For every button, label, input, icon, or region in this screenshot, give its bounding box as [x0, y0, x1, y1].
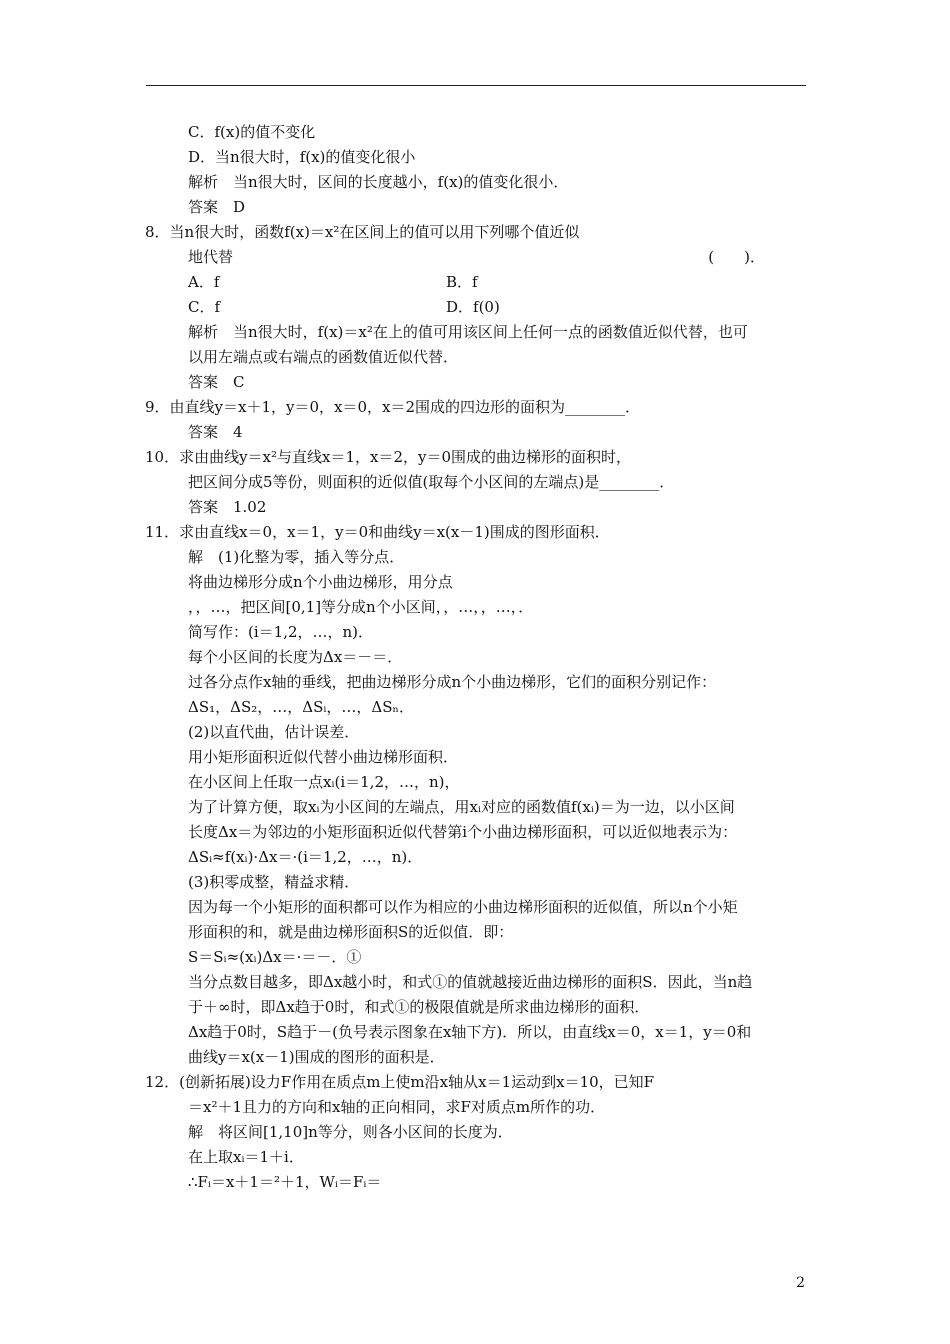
text-line: [145, 170, 810, 195]
line-text: Δx趋于0时，S趋于－(负号表示图象在x轴下方)．所以，由直线x＝0，x＝1，y＝0和: [188, 1023, 752, 1041]
option-left: A．f: [188, 273, 220, 291]
option-right: D．f(0): [446, 298, 500, 316]
option-right: B．f: [446, 273, 478, 291]
text-line: [145, 945, 810, 970]
text-line: [145, 870, 810, 895]
text-line: [145, 620, 810, 645]
line-text: ＝x²＋1且力的方向和x轴的正向相同，求F对质点m所作的功．: [188, 1098, 606, 1116]
text-line: [145, 695, 810, 720]
text-line: [145, 545, 810, 570]
line-text: 当分点数目越多，即Δx越小时，和式①的值就越接近曲边梯形的面积S．因此，当n趋: [188, 973, 753, 991]
option-left: C．f: [188, 298, 221, 316]
text-line: [145, 570, 810, 595]
page-number: 2: [796, 1275, 805, 1291]
text-line: [145, 1070, 810, 1095]
line-text: 8．当n很大时，函数f(x)＝x²在区间上的值可以用下列哪个值近似: [145, 223, 580, 241]
text-line: [145, 845, 810, 870]
line-text: 长度Δx＝为邻边的小矩形面积近似代替第i个小曲边梯形面积，可以近似地表示为：: [188, 823, 738, 841]
text-line: [145, 595, 810, 620]
text-line: [145, 345, 810, 370]
text-line: [145, 1020, 810, 1045]
options-line: [145, 270, 810, 295]
text-line: [145, 720, 810, 745]
line-text: 10．求由曲线y＝x²与直线x＝1，x＝2，y＝0围成的曲边梯形的面积时，: [145, 448, 632, 466]
line-text: 于＋∞时，即Δx趋于0时，和式①的极限值就是所求曲边梯形的面积．: [188, 998, 650, 1016]
text-line: [145, 245, 810, 270]
text-line: [145, 745, 810, 770]
line-text: 形面积的和，就是曲边梯形面积S的近似值．即：: [188, 923, 514, 941]
text-line: [145, 195, 810, 220]
line-text: ，，…，把区间[0,1]等分成n个小区间，，…，，…，．: [188, 598, 534, 616]
text-line: [145, 120, 810, 145]
text-line: [145, 670, 810, 695]
line-text: 过各分点作x轴的垂线，把曲边梯形分成n个小曲边梯形，它们的面积分别记作：: [188, 673, 717, 691]
text-line: [145, 395, 810, 420]
line-text: ΔS₁，ΔS₂，…，ΔSᵢ，…，ΔSₙ．: [188, 698, 414, 716]
answer-blank: ( )．: [708, 248, 765, 266]
line-text: ΔSᵢ≈f(xᵢ)·Δx＝·(i＝1,2，…，n)．: [188, 848, 423, 866]
text-line: [145, 995, 810, 1020]
document-body: [145, 120, 810, 1195]
text-line: [145, 145, 810, 170]
text-line: [145, 795, 810, 820]
text-line: [145, 420, 810, 445]
line-text: 答案 D: [188, 198, 246, 216]
line-text: 用小矩形面积近似代替小曲边梯形面积．: [188, 748, 459, 766]
text-line: [145, 495, 810, 520]
line-text: 解析 当n很大时，区间的长度越小，f(x)的值变化很小．: [188, 173, 569, 191]
line-text: (3)积零成整，精益求精．: [188, 873, 360, 891]
line-text: 答案 4: [188, 423, 243, 441]
line-text: 为了计算方便，取xᵢ为小区间的左端点，用xᵢ对应的函数值f(xᵢ)＝为一边，以小区间: [188, 798, 735, 816]
text-line: [145, 1145, 810, 1170]
text-line: [145, 220, 810, 245]
line-text: 曲线y＝x(x－1)围成的图形的面积是．: [188, 1048, 445, 1066]
line-text: ∴Fᵢ＝x＋1＝²＋1，Wᵢ＝Fᵢ＝: [188, 1173, 382, 1191]
line-text: 在小区间上任取一点xᵢ(i＝1,2，…，n)，: [188, 773, 460, 791]
text-line: [145, 470, 810, 495]
line-text: 答案 C: [188, 373, 245, 391]
text-line: [145, 1120, 810, 1145]
line-text: 把区间分成5等份，则面积的近似值(取每个小区间的左端点)是________．: [188, 473, 675, 491]
line-text: 答案 1.02: [188, 498, 267, 516]
line-text: C．f(x)的值不变化: [188, 123, 316, 141]
text-line: [145, 970, 810, 995]
line-text: 9．由直线y＝x＋1，y＝0，x＝0，x＝2围成的四边形的面积为________．: [145, 398, 641, 416]
text-line: [145, 895, 810, 920]
header-rule: [146, 85, 806, 86]
text-line: [145, 1170, 810, 1195]
line-text: D．当n很大时，f(x)的值变化很小: [188, 148, 416, 166]
text-line: [145, 445, 810, 470]
line-text: 12．(创新拓展)设力F作用在质点m上使m沿x轴从x＝1运动到x＝10，已知F: [145, 1073, 655, 1091]
line-text: 在上取xᵢ＝1＋i．: [188, 1148, 304, 1166]
line-text: 简写作：(i＝1,2，…，n)．: [188, 623, 374, 641]
line-text: 将曲边梯形分成n个小曲边梯形，用分点: [188, 573, 453, 591]
text-line: [145, 520, 810, 545]
options-line: [145, 295, 810, 320]
text-line: [145, 920, 810, 945]
text-line: [145, 1095, 810, 1120]
line-text: 解 将区间[1,10]n等分，则各小区间的长度为．: [188, 1123, 513, 1141]
text-line: [145, 820, 810, 845]
line-text: (2)以直代曲，估计误差．: [188, 723, 360, 741]
line-text: 地代替: [188, 248, 234, 266]
text-line: [145, 320, 810, 345]
line-text: 以用左端点或右端点的函数值近似代替．: [188, 348, 459, 366]
line-text: 因为每一个小矩形的面积都可以作为相应的小曲边梯形面积的近似值，所以n个小矩: [188, 898, 738, 916]
line-text: 解析 当n很大时，f(x)＝x²在上的值可用该区间上任何一点的函数值近似代替，也可: [188, 323, 748, 341]
line-text: S＝Sᵢ≈(xᵢ)Δx＝·＝－．①: [188, 948, 362, 966]
text-line: [145, 645, 810, 670]
text-line: [145, 370, 810, 395]
line-text: 解 (1)化整为零，插入等分点．: [188, 548, 405, 566]
text-line: [145, 1045, 810, 1070]
line-text: 11．求由直线x＝0，x＝1，y＝0和曲线y＝x(x－1)围成的图形面积．: [145, 523, 610, 541]
line-text: 每个小区间的长度为Δx＝－＝．: [188, 648, 403, 666]
text-line: [145, 770, 810, 795]
